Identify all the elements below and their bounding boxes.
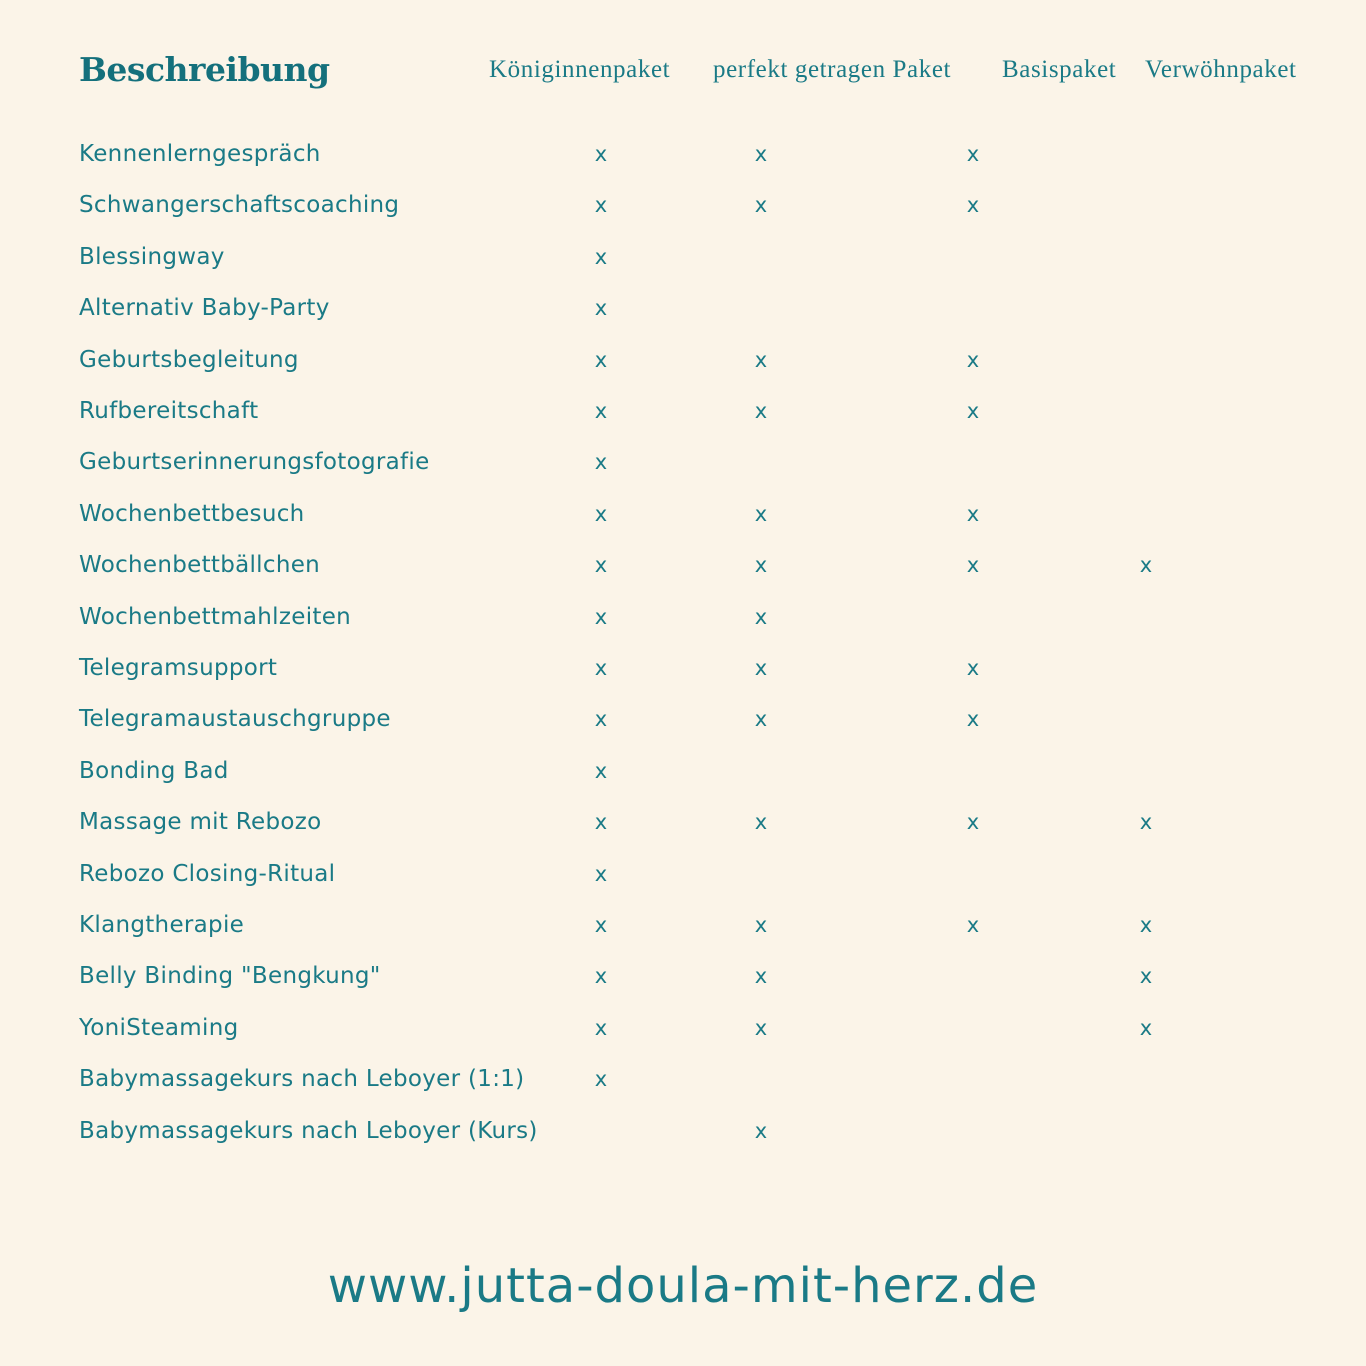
check-mark: x xyxy=(594,758,608,783)
column-header-perfekt-getragen-paket: perfekt getragen Paket xyxy=(713,56,952,83)
check-mark: x xyxy=(754,964,768,989)
check-mark: x xyxy=(754,707,768,732)
check-mark: x xyxy=(594,142,608,166)
check-mark: x xyxy=(754,399,768,423)
check-mark: x xyxy=(966,707,980,732)
row-label: Wochenbettbällchen xyxy=(79,552,321,579)
table-row xyxy=(0,548,1366,599)
check-mark: x xyxy=(594,347,608,372)
table-row xyxy=(0,1114,1366,1165)
row-label: Bonding Bad xyxy=(79,757,229,784)
table-row xyxy=(0,600,1366,651)
check-mark: x xyxy=(594,553,608,578)
check-mark: x xyxy=(594,193,608,218)
check-mark: x xyxy=(966,810,980,835)
table-row xyxy=(0,1011,1366,1062)
check-mark: x xyxy=(754,810,768,835)
column-header-verwoehnpaket: Verwöhnpaket xyxy=(1145,56,1297,83)
table-row xyxy=(0,1062,1366,1113)
table-row xyxy=(0,240,1366,291)
check-mark: x xyxy=(754,193,768,218)
check-mark: x xyxy=(966,399,980,423)
check-mark: x xyxy=(754,347,768,372)
check-mark: x xyxy=(594,399,608,423)
table-row xyxy=(0,651,1366,702)
website-url[interactable]: www.jutta-doula-mit-herz.de xyxy=(327,1258,1039,1314)
table-row xyxy=(0,445,1366,496)
check-mark: x xyxy=(594,861,608,886)
check-mark: x xyxy=(1139,810,1153,835)
check-mark: x xyxy=(966,553,980,578)
check-mark: x xyxy=(594,244,608,269)
table-row xyxy=(0,959,1366,1010)
check-mark: x xyxy=(1139,553,1153,578)
check-mark: x xyxy=(594,450,608,475)
check-mark: x xyxy=(754,142,768,166)
row-label: Klangtherapie xyxy=(79,912,245,938)
check-mark: x xyxy=(594,964,608,989)
column-header-basispaket: Basispaket xyxy=(1002,56,1117,83)
row-label: Geburtsbegleitung xyxy=(79,346,299,373)
check-mark: x xyxy=(594,1067,608,1092)
row-label: Wochenbettbesuch xyxy=(79,500,305,527)
table-row xyxy=(0,497,1366,548)
row-label: YoniSteaming xyxy=(79,1014,239,1041)
check-mark: x xyxy=(754,553,768,578)
check-mark: x xyxy=(754,1015,768,1040)
row-label: Kennenlerngespräch xyxy=(79,141,321,167)
check-mark: x xyxy=(594,1015,608,1040)
row-label: Babymassagekurs nach Leboyer (Kurs) xyxy=(79,1117,538,1144)
table-row xyxy=(0,857,1366,908)
check-mark: x xyxy=(754,1118,768,1143)
table-row xyxy=(0,805,1366,856)
row-label: Rebozo Closing-Ritual xyxy=(79,860,336,887)
check-mark: x xyxy=(966,142,980,166)
check-mark: x xyxy=(1139,1015,1153,1040)
table-row xyxy=(0,291,1366,342)
check-mark: x xyxy=(1139,964,1153,989)
table-row xyxy=(0,137,1366,188)
row-label: Telegramaustauschgruppe xyxy=(79,706,391,733)
check-mark: x xyxy=(754,501,768,526)
table-title: Beschreibung xyxy=(79,50,330,89)
row-label: Blessingway xyxy=(79,243,225,270)
row-label: Schwangerschaftscoaching xyxy=(79,192,400,219)
table-row xyxy=(0,343,1366,394)
check-mark: x xyxy=(966,501,980,526)
row-label: Telegramsupport xyxy=(79,655,278,681)
check-mark: x xyxy=(1139,913,1153,937)
row-label: Rufbereitschaft xyxy=(79,398,259,424)
check-mark: x xyxy=(754,604,768,629)
row-label: Geburtserinnerungsfotografie xyxy=(79,449,430,476)
check-mark: x xyxy=(966,656,980,680)
check-mark: x xyxy=(754,913,768,937)
table-row xyxy=(0,394,1366,445)
check-mark: x xyxy=(594,913,608,937)
check-mark: x xyxy=(594,501,608,526)
row-label: Belly Binding "Bengkung" xyxy=(79,963,381,990)
check-mark: x xyxy=(594,707,608,732)
row-label: Wochenbettmahlzeiten xyxy=(79,603,352,630)
check-mark: x xyxy=(594,604,608,629)
table-row xyxy=(0,754,1366,805)
check-mark: x xyxy=(966,347,980,372)
check-mark: x xyxy=(966,913,980,937)
table-row xyxy=(0,908,1366,959)
column-header-koeniginnenpaket: Königinnenpaket xyxy=(489,56,671,83)
check-mark: x xyxy=(966,193,980,218)
row-label: Babymassagekurs nach Leboyer (1:1) xyxy=(79,1066,525,1093)
row-label: Alternativ Baby-Party xyxy=(79,295,330,322)
check-mark: x xyxy=(594,656,608,680)
check-mark: x xyxy=(754,656,768,680)
table-row xyxy=(0,702,1366,753)
check-mark: x xyxy=(594,296,608,321)
row-label: Massage mit Rebozo xyxy=(79,809,322,836)
table-row xyxy=(0,188,1366,239)
check-mark: x xyxy=(594,810,608,835)
